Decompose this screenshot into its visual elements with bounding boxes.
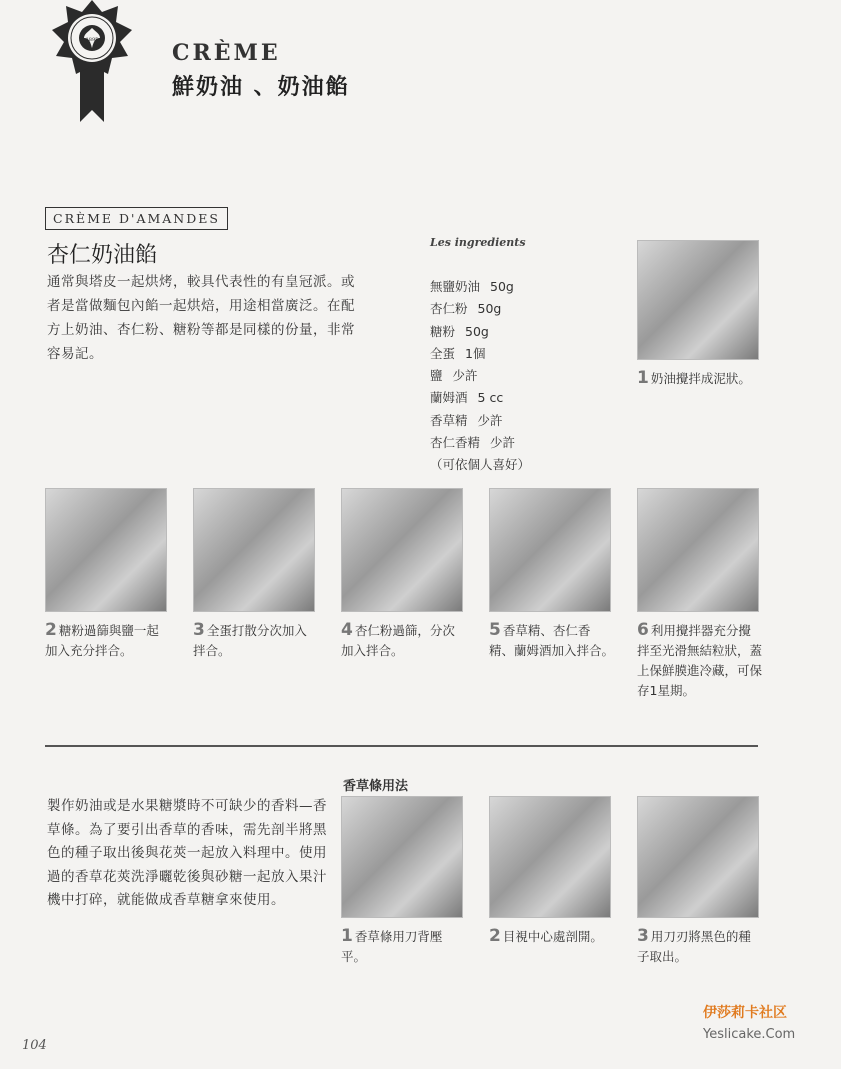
vanilla-step-3-caption: 3 用刀刃將黑色的種子取出。	[637, 926, 751, 964]
vanilla-step-3-photo	[637, 796, 759, 918]
title-french: CRÈME	[172, 40, 281, 66]
ingredient-item: 香草精 少許	[430, 412, 503, 428]
step-1-caption: 1 奶油攪拌成泥狀。	[637, 368, 751, 388]
step-2-photo	[45, 488, 167, 612]
section-label: CRÈME D'AMANDES	[45, 207, 228, 230]
ingredients-list	[430, 276, 540, 477]
vanilla-paragraph: 製作奶油或是水果糖漿時不可缺少的香料—香草條。為了要引出香草的香味，需先剖半將黑色的種子取出後與花莢一起放入料理中。使用過的香草花莢洗淨曬乾後與砂糖一起放入果汁機中打碎，就能做成香草糖拿來使用。	[47, 798, 327, 908]
vanilla-step-2-caption: 2 目視中心處剖開。	[489, 926, 603, 946]
watermark-text: 伊莎莉卡社区	[703, 1005, 787, 1021]
recipe-intro: 通常與塔皮一起烘烤，較具代表性的有皇冠派。或者是當做麵包內餡一起烘焙，用途相當廣泛。在配方上奶油、杏仁粉、糖粉等都是同樣的份量，非常容易記。	[47, 274, 355, 362]
step-5-photo	[489, 488, 611, 612]
step-6-photo	[637, 488, 759, 612]
page-number: 104	[22, 1038, 47, 1053]
ingredients-heading: Les ingredients	[430, 236, 526, 249]
step-2-caption: 2 糖粉過篩與鹽一起加入充分拌合。	[45, 620, 159, 658]
ingredient-item: 無鹽奶油 50g	[430, 279, 514, 294]
vanilla-heading: 香草條用法	[343, 779, 409, 794]
title-chinese: 鮮奶油 、奶油餡	[172, 75, 350, 100]
ingredient-item: 糖粉 50g	[430, 323, 489, 339]
step-3-photo	[193, 488, 315, 612]
le-cordon-bleu-logo	[52, 0, 132, 122]
ingredient-item: 鹽 少許	[430, 368, 478, 384]
step-1-photo	[637, 240, 759, 360]
step-6-caption: 6 利用攪拌器充分攪拌至光滑無結粒狀，蓋上保鮮膜進冷藏，可保存1星期。	[637, 620, 763, 698]
ingredient-item: 蘭姆酒 5 cc	[430, 390, 504, 406]
section-divider	[45, 745, 758, 747]
step-4-photo	[341, 488, 463, 612]
vanilla-step-1-photo	[341, 796, 463, 918]
vanilla-step-1-caption: 1 香草條用刀背壓平。	[341, 926, 443, 964]
step-5-caption: 5 香草精、杏仁香精、蘭姆酒加入拌合。	[489, 620, 615, 658]
recipe-title: 杏仁奶油餡	[47, 243, 158, 268]
step-3-caption: 3 全蛋打散分次加入拌合。	[193, 620, 307, 658]
watermark-url: Yeslicake.Com	[703, 1027, 796, 1042]
ingredient-item: 杏仁粉 50g	[430, 301, 502, 317]
svg-text:1895: 1895	[85, 37, 99, 43]
vanilla-step-2-photo	[489, 796, 611, 918]
step-4-caption: 4 杏仁粉過篩，分次加入拌合。	[341, 620, 455, 658]
ingredient-item: （可依個人喜好）	[430, 457, 531, 473]
ingredient-item: 杏仁香精 少許	[430, 435, 516, 451]
ingredient-item: 全蛋 1個	[430, 345, 486, 361]
